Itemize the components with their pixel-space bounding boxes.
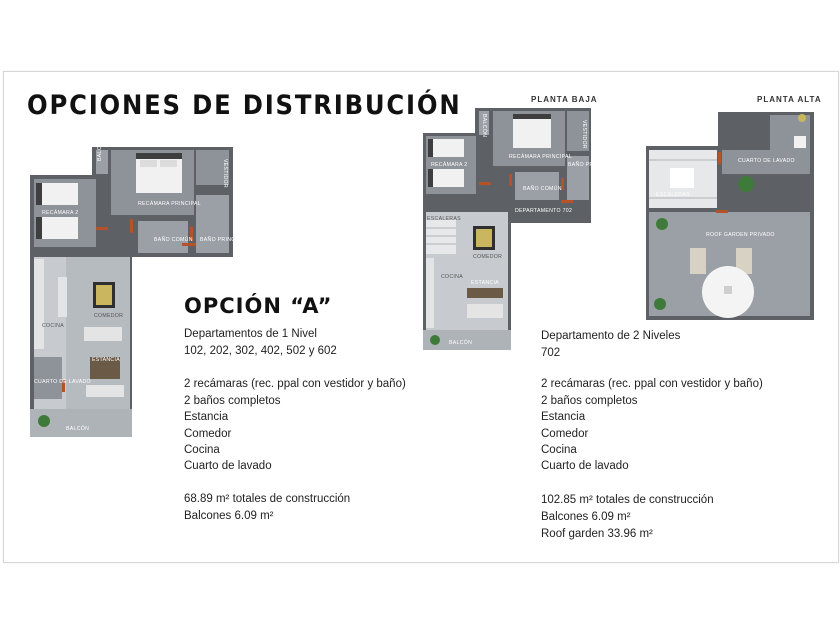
option-a-feature-1: 2 recámaras (rec. ppal con vestidor y baño) <box>184 378 406 390</box>
option-a-feature-6: Cuarto de lavado <box>184 460 272 472</box>
label-bano-comun: BAÑO COMÚN <box>154 237 193 243</box>
page-title: OPCIONES DE DISTRIBUCIÓN <box>27 90 462 121</box>
option-a-units: 102, 202, 302, 402, 502 y 602 <box>184 345 337 357</box>
label-b-recamara-2: RECÁMARA 2 <box>431 162 468 168</box>
planta-baja-label: PLANTA BAJA <box>531 95 598 104</box>
option-a-feature-4: Comedor <box>184 428 232 440</box>
option-b-area: 102.85 m² totales de construcción <box>541 494 714 506</box>
option-a-feature-5: Cocina <box>184 444 220 456</box>
option-b-feature-3: Estancia <box>541 411 586 423</box>
label-b-escaleras: ESCALERAS <box>427 216 461 222</box>
option-b-feature-6: Cuarto de lavado <box>541 460 629 472</box>
option-b-feature-2: 2 baños completos <box>541 395 638 407</box>
label-recamara-principal: RECÁMARA PRINCIPAL <box>138 201 201 207</box>
label-b-recamara-principal: RECÁMARA PRINCIPAL <box>509 154 572 160</box>
label-b-departamento: DEPARTAMENTO 702 <box>515 208 573 214</box>
label-bano-principal: BAÑO PRINCIPAL <box>200 237 248 243</box>
option-b-roof-garden: Roof garden 33.96 m² <box>541 528 653 540</box>
option-b-feature-1: 2 recámaras (rec. ppal con vestidor y baño) <box>541 378 763 390</box>
label-recamara-2: RECÁMARA 2 <box>42 210 79 216</box>
option-a-balcony: Balcones 6.09 m² <box>184 510 274 522</box>
option-b-balcony: Balcones 6.09 m² <box>541 511 631 523</box>
option-a-area: 68.89 m² totales de construcción <box>184 493 351 505</box>
label-b-roof-garden: ROOF GARDEN PRIVADO <box>706 232 775 238</box>
label-balcon-top: BALCÓN <box>97 137 103 161</box>
label-vestidor: VESTIDOR <box>222 159 228 188</box>
label-cocina: COCINA <box>42 323 64 329</box>
option-b-units: 702 <box>541 347 561 359</box>
label-b-bano-ppal: BAÑO PPAL <box>568 162 600 168</box>
label-b-escaleras-alta: ESCALERAS <box>656 192 690 198</box>
label-b-comedor: COMEDOR <box>473 254 503 260</box>
option-b-subtitle: Departamento de 2 Niveles <box>541 330 681 342</box>
option-a-feature-3: Estancia <box>184 411 229 423</box>
label-b-vestidor: VESTIDOR <box>581 120 587 149</box>
label-balcon-bottom: BALCÓN <box>66 426 90 432</box>
option-a-heading: OPCIÓN “A” <box>184 294 333 318</box>
label-b-balcon-top: BALCÓN <box>481 114 487 138</box>
option-b-feature-4: Comedor <box>541 428 589 440</box>
label-cuarto-lavado: CUARTO DE LAVADO <box>34 379 91 385</box>
option-a-subtitle: Departamentos de 1 Nivel <box>184 328 317 340</box>
label-b-cuarto-lavado: CUARTO DE LAVADO <box>738 158 795 164</box>
label-b-estancia: ESTANCIA <box>471 280 499 286</box>
planta-alta-label: PLANTA ALTA <box>757 95 822 104</box>
label-b-balcon-bottom: BALCÓN <box>449 340 473 346</box>
label-b-bano-comun: BAÑO COMÚN <box>523 186 562 192</box>
label-comedor: COMEDOR <box>94 313 124 319</box>
option-b-feature-5: Cocina <box>541 444 577 456</box>
option-a-feature-2: 2 baños completos <box>184 395 281 407</box>
floor-plan-option-b-upper <box>646 112 814 320</box>
label-estancia: ESTANCIA <box>92 357 120 363</box>
label-b-cocina: COCINA <box>441 274 463 280</box>
floor-plan-option-b-ground <box>423 108 600 350</box>
